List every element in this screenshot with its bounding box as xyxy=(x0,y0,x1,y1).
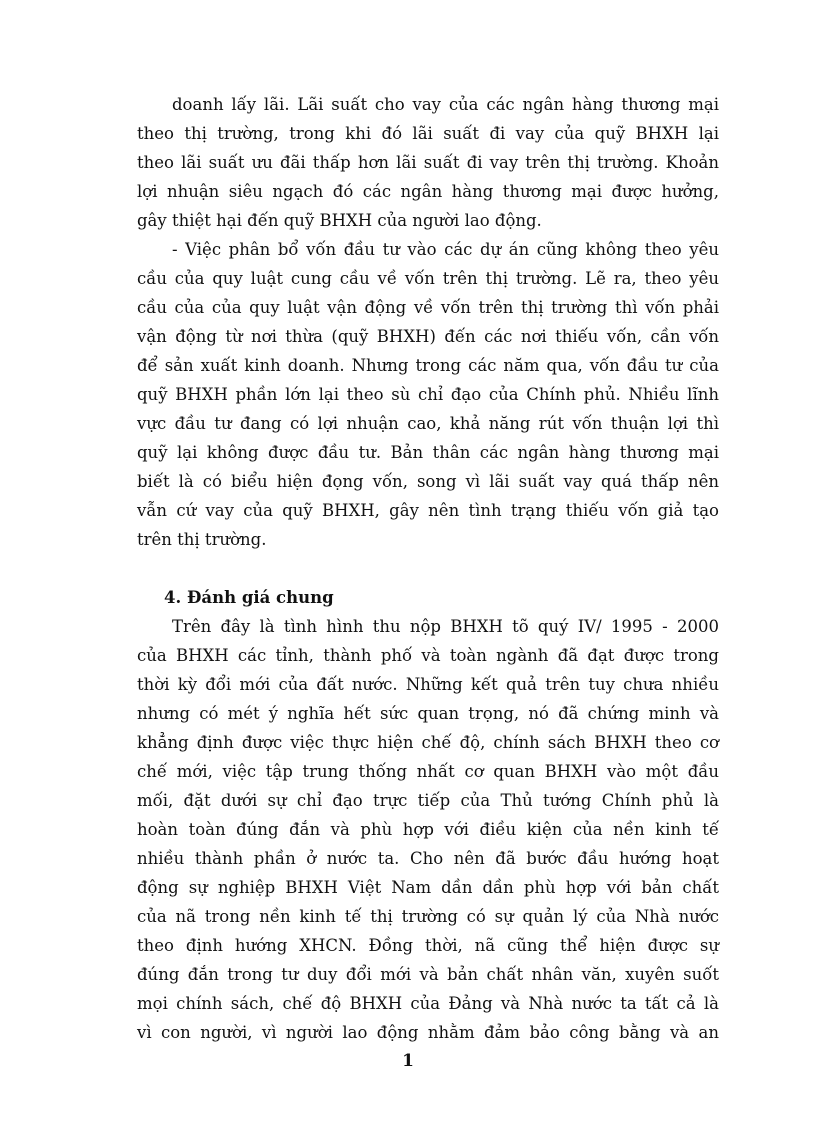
text-line: Trên đây là tình hình thu nộp BHXH tõ quý IV/ 1995 - 2000 xyxy=(172,617,719,636)
page-number: 1 xyxy=(402,1051,414,1071)
text-line: chế mới, việc tập trung thống nhất cơ quan BHXH vào một đầu xyxy=(137,762,719,781)
paragraph xyxy=(137,235,719,554)
text-line: theo định hướng XHCN. Đồng thời, nã cũng thể hiện được sự xyxy=(137,936,719,955)
text-line: nhưng có mét ý nghĩa hết sức quan trọng, nó đã chứng minh và xyxy=(137,704,719,723)
text-line: nhiều thành phần ở nước ta. Cho nên đã bước đầu hướng hoạt xyxy=(137,849,719,868)
text-line: mọi chính sách, chế độ BHXH của Đảng và Nhà nước ta tất cả là xyxy=(137,994,719,1013)
text-line: thời kỳ đổi mới của đất nước. Những kết quả trên tuy chưa nhiều xyxy=(137,675,719,694)
text-line: trên thị trường. xyxy=(137,530,267,549)
text-line: doanh lấy lãi. Lãi suất cho vay của các ngân hàng thương mại xyxy=(172,95,719,114)
text-line: theo thị trường, trong khi đó lãi suất đi vay của quỹ BHXH lại xyxy=(137,124,719,143)
text-line: biết là có biểu hiện đọng vốn, song vì lãi suất vay quá thấp nên xyxy=(137,472,719,491)
text-line: vì con người, vì người lao động nhằm đảm bảo công bằng và an xyxy=(137,1023,719,1042)
text-line: cầu của của quy luật vận động về vốn trên thị trường thì vốn phải xyxy=(137,298,719,317)
text-line: khẳng định được việc thực hiện chế độ, chính sách BHXH theo cơ xyxy=(137,733,719,752)
text-line: hoàn toàn đúng đắn và phù hợp với điều kiện của nền kinh tế xyxy=(137,820,719,839)
text-line: để sản xuất kinh doanh. Nhưng trong các năm qua, vốn đầu tư của xyxy=(137,356,719,375)
text-line: động sự nghiệp BHXH Việt Nam dần dần phù hợp với bản chất xyxy=(137,878,719,897)
text-line: quỹ BHXH phần lớn lại theo sù chỉ đạo của Chính phủ. Nhiều lĩnh xyxy=(137,385,719,404)
text-line: của BHXH các tỉnh, thành phố và toàn ngành đã đạt được trong xyxy=(137,646,719,665)
paragraph xyxy=(137,90,719,235)
text-line: của nã trong nền kinh tế thị trường có sự quản lý của Nhà nước xyxy=(137,907,719,926)
text-line: gây thiệt hại đến quỹ BHXH của người lao động. xyxy=(137,211,542,230)
section-heading: 4. Đánh giá chung xyxy=(164,588,334,607)
paragraph xyxy=(137,612,719,1047)
text-line: quỹ lại không được đầu tư. Bản thân các ngân hàng thương mại xyxy=(137,443,719,462)
text-line: theo lãi suất ưu đãi thấp hơn lãi suất đi vay trên thị trường. Khoản xyxy=(137,153,719,172)
text-line: vận động từ nơi thừa (quỹ BHXH) đến các nơi thiếu vốn, cần vốn xyxy=(137,327,719,346)
text-line: lợi nhuận siêu ngạch đó các ngân hàng thương mại được hưởng, xyxy=(137,182,719,201)
spacer xyxy=(137,554,719,583)
document-body xyxy=(137,90,719,1047)
text-line: - Việc phân bổ vốn đầu tư vào các dự án cũng không theo yêu xyxy=(172,240,719,259)
text-line: cầu của quy luật cung cầu về vốn trên thị trường. Lẽ ra, theo yêu xyxy=(137,269,719,288)
text-line: vực đầu tư đang có lợi nhuận cao, khả năng rút vốn thuận lợi thì xyxy=(137,414,719,433)
text-line: mối, đặt dưới sự chỉ đạo trực tiếp của Thủ tướng Chính phủ là xyxy=(137,791,719,810)
text-line: đúng đắn trong tư duy đổi mới và bản chất nhân văn, xuyên suốt xyxy=(137,965,719,984)
text-line: vẫn cứ vay của quỹ BHXH, gây nên tình trạng thiếu vốn giả tạo xyxy=(137,501,719,520)
